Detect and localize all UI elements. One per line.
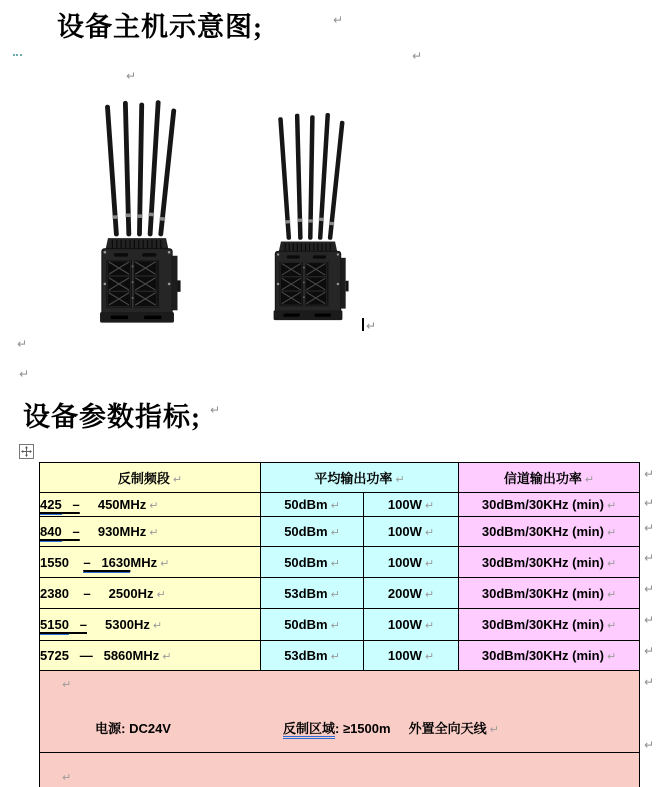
avg-power-dbm-cell[interactable]: 53dBm ↵	[261, 578, 364, 609]
channel-power-cell[interactable]: 30dBm/30KHz (min) ↵	[459, 493, 640, 517]
paragraph-mark: ↵	[210, 403, 221, 417]
table-row	[40, 609, 640, 641]
paragraph-mark: ↵	[412, 49, 423, 63]
band-cell[interactable]: 1550 – 1630MHz ↵	[40, 547, 261, 578]
band-cell[interactable]: 5725 — 5860MHz ↵	[40, 641, 261, 671]
table-row	[40, 578, 640, 609]
header-band[interactable]: 反制频段 ↵	[40, 463, 261, 493]
paragraph-mark: ↵	[366, 319, 377, 333]
avg-power-watt-cell[interactable]: 100W ↵	[364, 547, 459, 578]
avg-power-dbm-cell[interactable]: 50dBm ↵	[261, 493, 364, 517]
table-footer-row	[40, 671, 640, 753]
band-cell[interactable]: 2380 – 2500Hz ↵	[40, 578, 261, 609]
move-cross-icon	[21, 446, 32, 457]
channel-power-cell[interactable]: 30dBm/30KHz (min) ↵	[459, 641, 640, 671]
table-move-handle[interactable]	[19, 444, 34, 459]
avg-power-watt-cell[interactable]: 100W ↵	[364, 493, 459, 517]
spec-table-body	[40, 493, 640, 671]
row-end-mark: ↵	[644, 496, 655, 510]
avg-power-watt-cell[interactable]: 100W ↵	[364, 609, 459, 641]
avg-power-dbm-cell[interactable]: 50dBm ↵	[261, 547, 364, 578]
table-header-row	[40, 463, 640, 493]
avg-power-dbm-cell[interactable]: 50dBm ↵	[261, 609, 364, 641]
table-row	[40, 493, 640, 517]
power-supply-value: 电源: DC24V	[95, 721, 171, 736]
footer-cell[interactable]: ↵ 电源: DC24V 反制区域: ≥1500m 外置全向天线 ↵	[40, 671, 640, 753]
hidden-text-mark	[13, 54, 22, 59]
spec-table	[39, 462, 640, 787]
paragraph-mark: ↵	[333, 13, 344, 27]
band-cell[interactable]: 840 – 930MHz ↵	[40, 517, 261, 547]
channel-power-cell[interactable]: 30dBm/30KHz (min) ↵	[459, 609, 640, 641]
row-end-mark: ↵	[644, 644, 655, 658]
avg-power-watt-cell[interactable]: 100W ↵	[364, 641, 459, 671]
row-end-mark: ↵	[644, 521, 655, 535]
row-end-mark: ↵	[644, 613, 655, 627]
row-end-mark: ↵	[644, 467, 655, 481]
section-title-parameters[interactable]: 设备参数指标;	[23, 402, 201, 432]
row-end-mark: ↵	[644, 675, 655, 689]
antenna-note: 外置全向天线	[408, 721, 487, 736]
table-footer-empty-row	[40, 753, 640, 787]
device-photo-right[interactable]	[267, 112, 349, 325]
avg-power-dbm-cell[interactable]: 53dBm ↵	[261, 641, 364, 671]
band-cell[interactable]: 425 – 450MHz ↵	[40, 493, 261, 517]
channel-power-cell[interactable]: 30dBm/30KHz (min) ↵	[459, 578, 640, 609]
paragraph-mark: ↵	[126, 69, 137, 83]
table-row	[40, 547, 640, 578]
avg-power-watt-cell[interactable]: 200W ↵	[364, 578, 459, 609]
header-avg-power[interactable]: 平均输出功率 ↵	[261, 463, 459, 493]
band-cell[interactable]: 5150 – 5300Hz ↵	[40, 609, 261, 641]
avg-power-dbm-cell[interactable]: 50dBm ↵	[261, 517, 364, 547]
channel-power-cell[interactable]: 30dBm/30KHz (min) ↵	[459, 517, 640, 547]
header-channel-power[interactable]: 信道输出功率 ↵	[459, 463, 640, 493]
avg-power-watt-cell[interactable]: 100W ↵	[364, 517, 459, 547]
row-end-mark: ↵	[644, 582, 655, 596]
row-end-mark: ↵	[644, 551, 655, 565]
row-end-mark: ↵	[644, 738, 655, 752]
paragraph-mark: ↵	[17, 337, 28, 351]
page-title[interactable]: 设备主机示意图;	[57, 12, 263, 42]
zone-value: : ≥1500m	[335, 721, 391, 736]
table-row	[40, 641, 640, 671]
channel-power-cell[interactable]: 30dBm/30KHz (min) ↵	[459, 547, 640, 578]
paragraph-mark: ↵	[19, 367, 30, 381]
table-row	[40, 517, 640, 547]
footer-empty-cell[interactable]: ↵	[40, 753, 640, 787]
device-photo-left[interactable]	[93, 99, 181, 328]
text-cursor	[362, 318, 364, 331]
zone-label: 反制区域	[283, 721, 335, 739]
